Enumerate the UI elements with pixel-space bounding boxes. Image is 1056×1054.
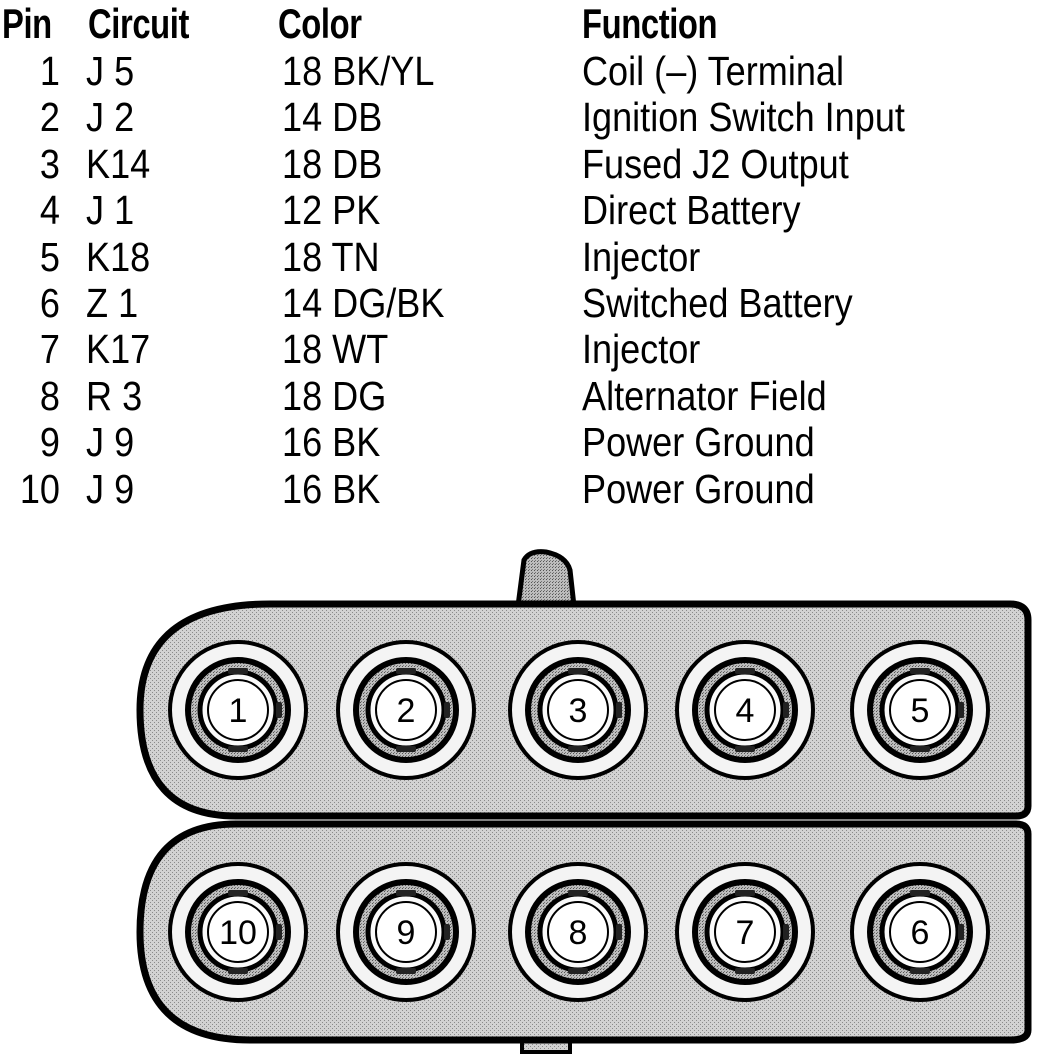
table-cell-color: 18 TN	[282, 233, 380, 280]
pin-number-label: 7	[735, 914, 755, 952]
header-circuit: Circuit	[88, 0, 190, 47]
pin-cavity	[852, 864, 988, 1000]
table-cell-pin: 3	[39, 140, 60, 187]
pin-cavity	[170, 864, 306, 1000]
table-cell-function: Power Ground	[582, 419, 815, 466]
table-cell-pin: 5	[39, 233, 60, 280]
table-cell-color: 16 BK	[282, 419, 381, 466]
table-cell-circuit: K18	[86, 233, 151, 280]
pin-cavity	[338, 864, 474, 1000]
table-cell-function: Coil (–) Terminal	[582, 48, 844, 94]
table-cell-pin: 4	[39, 187, 60, 234]
table-cell-color: 18 DG	[282, 372, 387, 419]
table-cell-circuit: J 9	[86, 465, 135, 512]
table-cell-function: Ignition Switch Input	[582, 94, 905, 141]
header-color: Color	[278, 0, 362, 47]
table-cell-pin: 6	[39, 280, 60, 326]
pin-cavity	[338, 642, 474, 778]
table-cell-circuit: K14	[86, 140, 151, 187]
table-cell-function: Fused J2 Output	[582, 140, 849, 187]
pin-cavity	[510, 864, 646, 1000]
pin-cavity	[510, 642, 646, 778]
pin-number-label: 2	[396, 692, 416, 730]
table-cell-function: Direct Battery	[582, 187, 801, 234]
table-cell-color: 12 PK	[282, 187, 381, 234]
pin-number-label: 3	[568, 692, 588, 730]
table-cell-function: Power Ground	[582, 465, 815, 512]
pin-cavity	[170, 642, 306, 778]
table-cell-color: 18 BK/YL	[282, 48, 435, 94]
table-cell-color: 18 WT	[282, 326, 389, 373]
table-cell-pin: 7	[39, 326, 60, 373]
table-cell-circuit: K17	[86, 326, 151, 373]
pin-number-label: 8	[568, 914, 588, 952]
table-cell-function: Switched Battery	[582, 280, 853, 326]
pin-number-label: 10	[219, 914, 257, 952]
pin-number-label: 5	[910, 692, 930, 730]
table-cell-pin: 8	[39, 372, 60, 419]
table-cell-pin: 2	[39, 94, 60, 141]
table-cell-circuit: J 1	[86, 187, 135, 234]
pin-number-label: 4	[735, 692, 755, 730]
table-cell-circuit: J 5	[86, 48, 135, 94]
table-cell-pin: 1	[39, 48, 60, 94]
table-cell-color: 14 DB	[282, 94, 383, 141]
pin-number-label: 1	[228, 692, 248, 730]
table-cell-circuit: J 9	[86, 419, 135, 466]
header-function: Function	[582, 0, 718, 47]
table-cell-color: 18 DB	[282, 140, 383, 187]
table-cell-circuit: J 2	[86, 94, 135, 141]
pin-number-label: 6	[910, 914, 930, 952]
table-cell-function: Injector	[582, 233, 701, 280]
table-cell-color: 16 BK	[282, 465, 381, 512]
locking-tab	[518, 552, 574, 606]
table-cell-pin: 10	[19, 465, 60, 512]
table-cell-circuit: R 3	[86, 372, 143, 419]
table-cell-pin: 9	[39, 419, 60, 466]
pin-cavity	[677, 642, 813, 778]
table-cell-color: 14 DG/BK	[282, 280, 445, 326]
table-cell-circuit: Z 1	[86, 280, 139, 326]
table-cell-function: Alternator Field	[582, 372, 827, 419]
pin-cavity	[852, 642, 988, 778]
pin-cavity	[677, 864, 813, 1000]
pin-table	[0, 0, 1056, 520]
pin-number-label: 9	[396, 914, 416, 952]
table-cell-function: Injector	[582, 326, 701, 373]
header-pin: Pin	[2, 0, 52, 47]
connector-diagram	[0, 540, 1056, 1054]
